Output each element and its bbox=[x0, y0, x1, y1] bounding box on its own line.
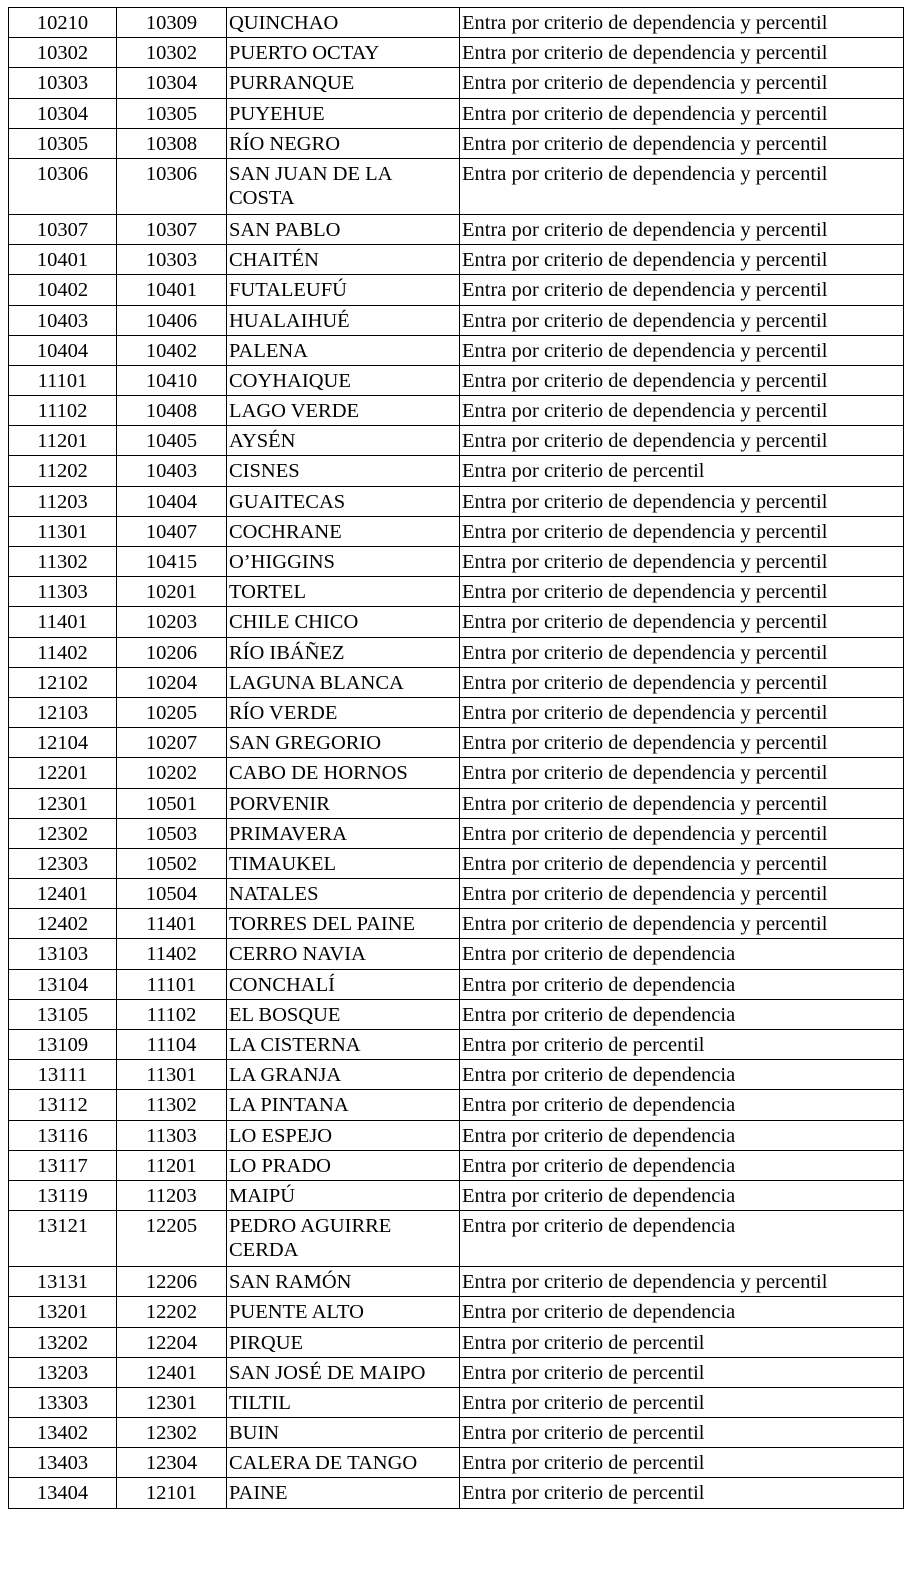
criterion-cell: Entra por criterio de percentil bbox=[460, 1387, 904, 1417]
criterion-cell: Entra por criterio de dependencia y percentil bbox=[460, 1267, 904, 1297]
commune-code-cell: 12104 bbox=[9, 728, 117, 758]
commune-name-cell: PALENA bbox=[227, 335, 460, 365]
table-row bbox=[9, 245, 904, 275]
commune-name-cell: RÍO IBÁÑEZ bbox=[227, 637, 460, 667]
secondary-code-cell: 10203 bbox=[117, 607, 227, 637]
criterion-cell: Entra por criterio de dependencia bbox=[460, 939, 904, 969]
commune-name-cell: LA GRANJA bbox=[227, 1060, 460, 1090]
commune-name-cell: PEDRO AGUIRRE CERDA bbox=[227, 1211, 460, 1267]
criterion-cell: Entra por criterio de dependencia y percentil bbox=[460, 516, 904, 546]
criterion-cell: Entra por criterio de dependencia bbox=[460, 969, 904, 999]
table-row bbox=[9, 667, 904, 697]
commune-code-cell: 12402 bbox=[9, 909, 117, 939]
secondary-code-cell: 10402 bbox=[117, 335, 227, 365]
commune-name-cell: RÍO VERDE bbox=[227, 697, 460, 727]
commune-code-cell: 13112 bbox=[9, 1090, 117, 1120]
criterion-cell: Entra por criterio de percentil bbox=[460, 1448, 904, 1478]
secondary-code-cell: 10206 bbox=[117, 637, 227, 667]
table-row bbox=[9, 305, 904, 335]
commune-code-cell: 13116 bbox=[9, 1120, 117, 1150]
table-row bbox=[9, 1357, 904, 1387]
commune-name-cell: CABO DE HORNOS bbox=[227, 758, 460, 788]
table-row bbox=[9, 1180, 904, 1210]
commune-code-cell: 11201 bbox=[9, 426, 117, 456]
table-row bbox=[9, 98, 904, 128]
criterion-cell: Entra por criterio de dependencia y percentil bbox=[460, 8, 904, 38]
table-row bbox=[9, 939, 904, 969]
table-row bbox=[9, 607, 904, 637]
table-row bbox=[9, 697, 904, 727]
criterion-cell: Entra por criterio de percentil bbox=[460, 1327, 904, 1357]
table-row bbox=[9, 516, 904, 546]
commune-code-cell: 12102 bbox=[9, 667, 117, 697]
secondary-code-cell: 11301 bbox=[117, 1060, 227, 1090]
secondary-code-cell: 10204 bbox=[117, 667, 227, 697]
secondary-code-cell: 11101 bbox=[117, 969, 227, 999]
criterion-cell: Entra por criterio de dependencia y percentil bbox=[460, 396, 904, 426]
table-row bbox=[9, 818, 904, 848]
table-row bbox=[9, 1060, 904, 1090]
commune-name-cell: CALERA DE TANGO bbox=[227, 1448, 460, 1478]
commune-name-cell: QUINCHAO bbox=[227, 8, 460, 38]
secondary-code-cell: 10404 bbox=[117, 486, 227, 516]
table-row bbox=[9, 969, 904, 999]
secondary-code-cell: 10201 bbox=[117, 577, 227, 607]
criterion-cell: Entra por criterio de dependencia bbox=[460, 1060, 904, 1090]
table-row bbox=[9, 486, 904, 516]
commune-name-cell: SAN RAMÓN bbox=[227, 1267, 460, 1297]
commune-name-cell: GUAITECAS bbox=[227, 486, 460, 516]
commune-name-cell: CHILE CHICO bbox=[227, 607, 460, 637]
commune-code-cell: 11402 bbox=[9, 637, 117, 667]
table-row bbox=[9, 275, 904, 305]
commune-name-cell: LAGO VERDE bbox=[227, 396, 460, 426]
criterion-cell: Entra por criterio de percentil bbox=[460, 1418, 904, 1448]
commune-name-cell: PIRQUE bbox=[227, 1327, 460, 1357]
criterion-cell: Entra por criterio de dependencia y percentil bbox=[460, 305, 904, 335]
criterion-cell: Entra por criterio de dependencia y percentil bbox=[460, 128, 904, 158]
table-row bbox=[9, 848, 904, 878]
commune-code-cell: 11202 bbox=[9, 456, 117, 486]
secondary-code-cell: 11102 bbox=[117, 999, 227, 1029]
commune-code-cell: 13131 bbox=[9, 1267, 117, 1297]
table-row bbox=[9, 788, 904, 818]
secondary-code-cell: 10202 bbox=[117, 758, 227, 788]
secondary-code-cell: 10415 bbox=[117, 547, 227, 577]
table-row bbox=[9, 1297, 904, 1327]
commune-code-cell: 13103 bbox=[9, 939, 117, 969]
table-row bbox=[9, 999, 904, 1029]
commune-name-cell: MAIPÚ bbox=[227, 1180, 460, 1210]
secondary-code-cell: 11201 bbox=[117, 1150, 227, 1180]
criterion-cell: Entra por criterio de dependencia y percentil bbox=[460, 728, 904, 758]
commune-code-cell: 13202 bbox=[9, 1327, 117, 1357]
secondary-code-cell: 10307 bbox=[117, 214, 227, 244]
table-row bbox=[9, 1150, 904, 1180]
table-row bbox=[9, 396, 904, 426]
commune-code-cell: 10403 bbox=[9, 305, 117, 335]
commune-name-cell: LA PINTANA bbox=[227, 1090, 460, 1120]
secondary-code-cell: 12302 bbox=[117, 1418, 227, 1448]
commune-name-cell: BUIN bbox=[227, 1418, 460, 1448]
commune-code-cell: 10302 bbox=[9, 38, 117, 68]
table-row bbox=[9, 1387, 904, 1417]
table-row bbox=[9, 426, 904, 456]
criterion-cell: Entra por criterio de dependencia y percentil bbox=[460, 158, 904, 214]
commune-code-cell: 11401 bbox=[9, 607, 117, 637]
table-row bbox=[9, 1478, 904, 1508]
criterion-cell: Entra por criterio de percentil bbox=[460, 1357, 904, 1387]
commune-name-cell: PORVENIR bbox=[227, 788, 460, 818]
commune-name-cell: TORRES DEL PAINE bbox=[227, 909, 460, 939]
commune-name-cell: CISNES bbox=[227, 456, 460, 486]
table-row bbox=[9, 38, 904, 68]
commune-code-cell: 13403 bbox=[9, 1448, 117, 1478]
criterion-cell: Entra por criterio de dependencia y percentil bbox=[460, 788, 904, 818]
commune-name-cell: TORTEL bbox=[227, 577, 460, 607]
criterion-cell: Entra por criterio de dependencia y percentil bbox=[460, 909, 904, 939]
criterion-cell: Entra por criterio de percentil bbox=[460, 1030, 904, 1060]
criterion-cell: Entra por criterio de dependencia y percentil bbox=[460, 68, 904, 98]
commune-code-cell: 10306 bbox=[9, 158, 117, 214]
commune-code-cell: 10304 bbox=[9, 98, 117, 128]
criterion-cell: Entra por criterio de dependencia bbox=[460, 1120, 904, 1150]
commune-name-cell: LO PRADO bbox=[227, 1150, 460, 1180]
commune-code-cell: 10210 bbox=[9, 8, 117, 38]
criterion-cell: Entra por criterio de dependencia y percentil bbox=[460, 818, 904, 848]
table-row bbox=[9, 1030, 904, 1060]
criterion-cell: Entra por criterio de dependencia y percentil bbox=[460, 335, 904, 365]
table-row bbox=[9, 1267, 904, 1297]
commune-code-cell: 11302 bbox=[9, 547, 117, 577]
secondary-code-cell: 10205 bbox=[117, 697, 227, 727]
table-row bbox=[9, 547, 904, 577]
table-row bbox=[9, 365, 904, 395]
commune-code-cell: 13104 bbox=[9, 969, 117, 999]
commune-name-cell: AYSÉN bbox=[227, 426, 460, 456]
commune-name-cell: LA CISTERNA bbox=[227, 1030, 460, 1060]
table-row bbox=[9, 758, 904, 788]
criterion-cell: Entra por criterio de percentil bbox=[460, 1478, 904, 1508]
criterion-cell: Entra por criterio de dependencia y percentil bbox=[460, 667, 904, 697]
criterion-cell: Entra por criterio de dependencia bbox=[460, 1150, 904, 1180]
criterion-cell: Entra por criterio de dependencia y percentil bbox=[460, 214, 904, 244]
commune-name-cell: COCHRANE bbox=[227, 516, 460, 546]
criterion-cell: Entra por criterio de dependencia y percentil bbox=[460, 879, 904, 909]
table-row bbox=[9, 335, 904, 365]
secondary-code-cell: 12101 bbox=[117, 1478, 227, 1508]
commune-code-cell: 13117 bbox=[9, 1150, 117, 1180]
secondary-code-cell: 10207 bbox=[117, 728, 227, 758]
secondary-code-cell: 12301 bbox=[117, 1387, 227, 1417]
commune-name-cell: NATALES bbox=[227, 879, 460, 909]
secondary-code-cell: 10501 bbox=[117, 788, 227, 818]
commune-code-cell: 13201 bbox=[9, 1297, 117, 1327]
secondary-code-cell: 10504 bbox=[117, 879, 227, 909]
secondary-code-cell: 12304 bbox=[117, 1448, 227, 1478]
commune-name-cell: PAINE bbox=[227, 1478, 460, 1508]
commune-name-cell: CERRO NAVIA bbox=[227, 939, 460, 969]
criterion-cell: Entra por criterio de dependencia y percentil bbox=[460, 758, 904, 788]
secondary-code-cell: 11303 bbox=[117, 1120, 227, 1150]
table-row bbox=[9, 68, 904, 98]
commune-code-cell: 10404 bbox=[9, 335, 117, 365]
table-row bbox=[9, 128, 904, 158]
secondary-code-cell: 10309 bbox=[117, 8, 227, 38]
commune-name-cell: CHAITÉN bbox=[227, 245, 460, 275]
table-row bbox=[9, 1211, 904, 1267]
criterion-cell: Entra por criterio de dependencia y percentil bbox=[460, 848, 904, 878]
commune-name-cell: SAN JUAN DE LA COSTA bbox=[227, 158, 460, 214]
secondary-code-cell: 10406 bbox=[117, 305, 227, 335]
secondary-code-cell: 10303 bbox=[117, 245, 227, 275]
table-row bbox=[9, 1448, 904, 1478]
commune-code-cell: 13303 bbox=[9, 1387, 117, 1417]
secondary-code-cell: 10408 bbox=[117, 396, 227, 426]
criterion-cell: Entra por criterio de dependencia y percentil bbox=[460, 38, 904, 68]
criterion-cell: Entra por criterio de dependencia y percentil bbox=[460, 245, 904, 275]
criterion-cell: Entra por criterio de dependencia bbox=[460, 1090, 904, 1120]
secondary-code-cell: 11302 bbox=[117, 1090, 227, 1120]
criterion-cell: Entra por criterio de dependencia y percentil bbox=[460, 637, 904, 667]
commune-name-cell: SAN GREGORIO bbox=[227, 728, 460, 758]
criterion-cell: Entra por criterio de dependencia y percentil bbox=[460, 365, 904, 395]
secondary-code-cell: 10306 bbox=[117, 158, 227, 214]
commune-code-cell: 12401 bbox=[9, 879, 117, 909]
commune-code-cell: 13121 bbox=[9, 1211, 117, 1267]
criterion-cell: Entra por criterio de dependencia bbox=[460, 999, 904, 1029]
table-row bbox=[9, 1327, 904, 1357]
table-row bbox=[9, 728, 904, 758]
commune-code-cell: 12301 bbox=[9, 788, 117, 818]
secondary-code-cell: 11104 bbox=[117, 1030, 227, 1060]
commune-code-cell: 13111 bbox=[9, 1060, 117, 1090]
criterion-cell: Entra por criterio de percentil bbox=[460, 456, 904, 486]
commune-name-cell: O’HIGGINS bbox=[227, 547, 460, 577]
table-row bbox=[9, 214, 904, 244]
table-row bbox=[9, 456, 904, 486]
secondary-code-cell: 11401 bbox=[117, 909, 227, 939]
commune-code-cell: 12201 bbox=[9, 758, 117, 788]
commune-code-cell: 11203 bbox=[9, 486, 117, 516]
commune-code-cell: 13105 bbox=[9, 999, 117, 1029]
commune-code-cell: 10401 bbox=[9, 245, 117, 275]
secondary-code-cell: 11203 bbox=[117, 1180, 227, 1210]
secondary-code-cell: 10403 bbox=[117, 456, 227, 486]
secondary-code-cell: 11402 bbox=[117, 939, 227, 969]
secondary-code-cell: 10401 bbox=[117, 275, 227, 305]
commune-name-cell: PUERTO OCTAY bbox=[227, 38, 460, 68]
table-row bbox=[9, 879, 904, 909]
criterion-cell: Entra por criterio de dependencia bbox=[460, 1180, 904, 1210]
commune-name-cell: PRIMAVERA bbox=[227, 818, 460, 848]
criterion-cell: Entra por criterio de dependencia y percentil bbox=[460, 275, 904, 305]
table-row bbox=[9, 637, 904, 667]
secondary-code-cell: 10410 bbox=[117, 365, 227, 395]
commune-code-cell: 10402 bbox=[9, 275, 117, 305]
commune-name-cell: PUENTE ALTO bbox=[227, 1297, 460, 1327]
commune-code-cell: 11101 bbox=[9, 365, 117, 395]
commune-code-cell: 11102 bbox=[9, 396, 117, 426]
secondary-code-cell: 12204 bbox=[117, 1327, 227, 1357]
commune-name-cell: LAGUNA BLANCA bbox=[227, 667, 460, 697]
commune-code-cell: 13402 bbox=[9, 1418, 117, 1448]
secondary-code-cell: 10407 bbox=[117, 516, 227, 546]
secondary-code-cell: 10503 bbox=[117, 818, 227, 848]
commune-code-cell: 13203 bbox=[9, 1357, 117, 1387]
commune-code-cell: 12302 bbox=[9, 818, 117, 848]
criterion-cell: Entra por criterio de dependencia bbox=[460, 1297, 904, 1327]
commune-name-cell: RÍO NEGRO bbox=[227, 128, 460, 158]
commune-code-cell: 10307 bbox=[9, 214, 117, 244]
commune-name-cell: HUALAIHUÉ bbox=[227, 305, 460, 335]
commune-code-cell: 13404 bbox=[9, 1478, 117, 1508]
commune-code-cell: 12103 bbox=[9, 697, 117, 727]
commune-name-cell: LO ESPEJO bbox=[227, 1120, 460, 1150]
communes-table bbox=[8, 7, 904, 1509]
commune-name-cell: TIMAUKEL bbox=[227, 848, 460, 878]
secondary-code-cell: 10405 bbox=[117, 426, 227, 456]
criterion-cell: Entra por criterio de dependencia y percentil bbox=[460, 486, 904, 516]
secondary-code-cell: 12202 bbox=[117, 1297, 227, 1327]
secondary-code-cell: 12401 bbox=[117, 1357, 227, 1387]
table-row bbox=[9, 909, 904, 939]
table-row bbox=[9, 577, 904, 607]
commune-name-cell: SAN JOSÉ DE MAIPO bbox=[227, 1357, 460, 1387]
commune-name-cell: CONCHALÍ bbox=[227, 969, 460, 999]
secondary-code-cell: 10502 bbox=[117, 848, 227, 878]
commune-name-cell: PURRANQUE bbox=[227, 68, 460, 98]
secondary-code-cell: 10308 bbox=[117, 128, 227, 158]
commune-name-cell: SAN PABLO bbox=[227, 214, 460, 244]
commune-name-cell: FUTALEUFÚ bbox=[227, 275, 460, 305]
table-row bbox=[9, 1418, 904, 1448]
commune-code-cell: 10303 bbox=[9, 68, 117, 98]
table-body bbox=[9, 8, 904, 1509]
table-row bbox=[9, 1090, 904, 1120]
secondary-code-cell: 12206 bbox=[117, 1267, 227, 1297]
secondary-code-cell: 10302 bbox=[117, 38, 227, 68]
commune-code-cell: 12303 bbox=[9, 848, 117, 878]
criterion-cell: Entra por criterio de dependencia y percentil bbox=[460, 98, 904, 128]
commune-name-cell: COYHAIQUE bbox=[227, 365, 460, 395]
criterion-cell: Entra por criterio de dependencia y percentil bbox=[460, 577, 904, 607]
criterion-cell: Entra por criterio de dependencia y percentil bbox=[460, 426, 904, 456]
commune-code-cell: 11301 bbox=[9, 516, 117, 546]
criterion-cell: Entra por criterio de dependencia bbox=[460, 1211, 904, 1267]
secondary-code-cell: 10304 bbox=[117, 68, 227, 98]
commune-name-cell: EL BOSQUE bbox=[227, 999, 460, 1029]
table-row bbox=[9, 8, 904, 38]
criterion-cell: Entra por criterio de dependencia y percentil bbox=[460, 607, 904, 637]
criterion-cell: Entra por criterio de dependencia y percentil bbox=[460, 697, 904, 727]
commune-name-cell: TILTIL bbox=[227, 1387, 460, 1417]
commune-code-cell: 13119 bbox=[9, 1180, 117, 1210]
commune-code-cell: 13109 bbox=[9, 1030, 117, 1060]
commune-code-cell: 11303 bbox=[9, 577, 117, 607]
secondary-code-cell: 10305 bbox=[117, 98, 227, 128]
secondary-code-cell: 12205 bbox=[117, 1211, 227, 1267]
table-row bbox=[9, 1120, 904, 1150]
commune-name-cell: PUYEHUE bbox=[227, 98, 460, 128]
table-row bbox=[9, 158, 904, 214]
criterion-cell: Entra por criterio de dependencia y percentil bbox=[460, 547, 904, 577]
commune-code-cell: 10305 bbox=[9, 128, 117, 158]
